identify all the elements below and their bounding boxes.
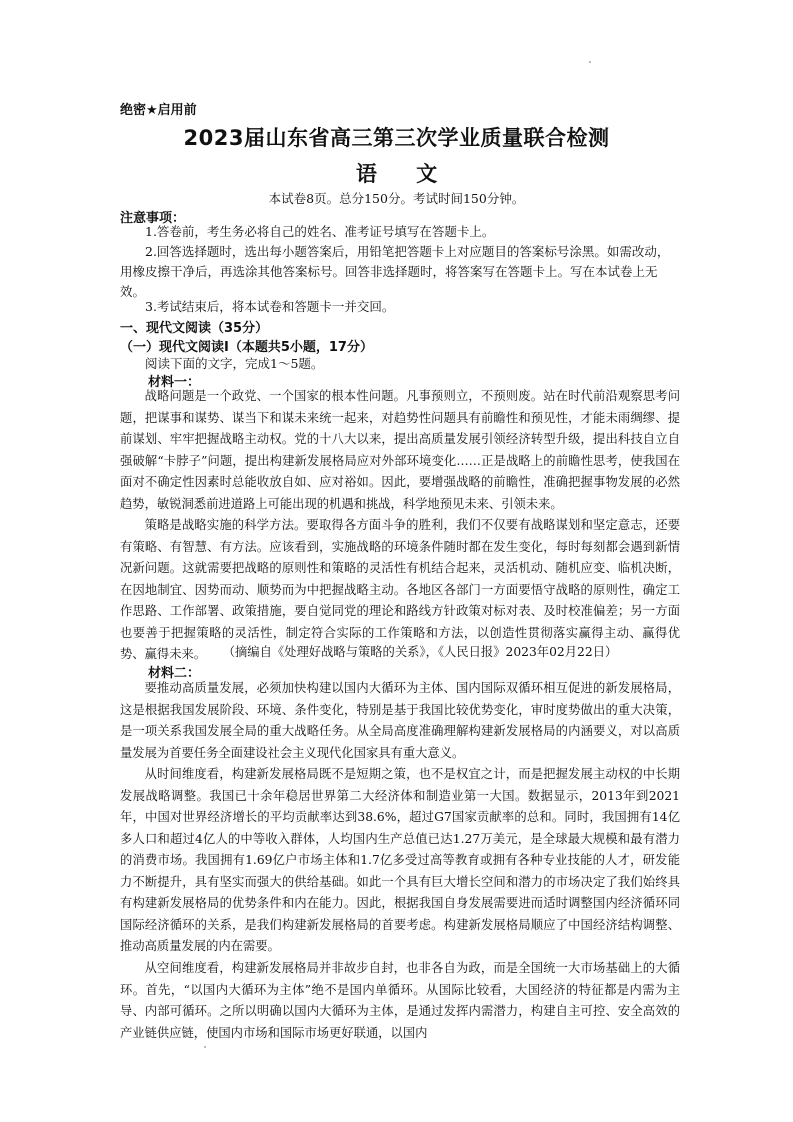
scan-speck bbox=[204, 1046, 206, 1048]
note-item-2: 2.回答选择题时，选出每小题答案后，用铅笔把答题卡上对应题目的答案标号涂黑。如需改动，用橡皮擦干净后，再选涂其他答案标号。回答非选择题时，将答案写在答题卡上。写在本试卷上无效。 bbox=[120, 244, 670, 299]
subsection-title: （一）现代文阅读Ⅰ（本题共5小题，17分） bbox=[120, 340, 373, 355]
note-item-3: 3.考试结束后，将本试卷和答题卡一并交回。 bbox=[145, 299, 395, 314]
material-1-paragraph: 策略是战略实施的科学方法。要取得各方面斗争的胜利，我们不仅要有战略谋划和坚定意志，还要有策略、有智慧、有方法。应该看到，实施战略的环境条件随时都在发生变化，每时每刻都会遇到新情况新问题。这就需要把战略的原则性和策略的灵活性有机结合起来，灵活机动、随机应变、临机决断，在因地制宜、因势而动、顺势而为中把握战略主动。各地区各部门一方面要悟守战略的原则性，确定工作思路、工作部署、政策措施，要自觉同党的理论和路线方针政策对标对表、及时校准偏差；另一方面也要善于把握策略的灵活性，制定符合实际的工作策略和方法，以创造性贯彻落实赢得主动、赢得优势、赢得未来。 bbox=[120, 518, 680, 661]
reading-instruction: 阅读下面的文字，完成1～5题。 bbox=[145, 356, 324, 371]
material-1-label: 材料一： bbox=[148, 375, 201, 390]
material-2-paragraph: 要推动高质量发展，必须加快构建以国内大循环为主体、国内国际双循环相互促进的新发展格局，这是根据我国发展阶段、环境、条件变化，特别是基于我国比较优势变化，审时度势做出的重大决策，是一项关系我国发展全局的重大战略任务。从全局高度准确理解构建新发展格局的内涵要义，对以高质量发展为首要任务全面建设社会主义现代化国家具有重大意义。 bbox=[120, 681, 680, 760]
material-2-paragraph: 从时间维度看，构建新发展格局既不是短期之策，也不是权宜之计，而是把握发展主动权的中长期发展战略调整。我国已十余年稳居世界第二大经济体和制造业第一大国。数据显示，2013年到2021年，中国对世界经济增长的平均贡献率达到38.6%，超过G7国家贡献率的总和。同时，我国拥有14亿多人口和超过4亿人的中等收入群体，人均国内生产总值已达1.27万美元，是全球最大规模和最有潜力的消费市场。我国拥有1.69亿户市场主体和1.7亿多受过高等教育或拥有各种专业技能的人才，研发能力不断提升，具有坚实而强大的供给基础。如此一个具有巨大增长空间和潜力的市场决定了我们始终具有构建新发展格局的优势条件和内在能力。因此，根据我国自身发展需要进而适时调整国内经济循环同国际经济循环的关系，是我们构建新发展格局的首要考虑。构建新发展格局顺应了中国经济结构调整、推动高质量发展的内在需要。 bbox=[120, 767, 680, 953]
exam-info: 本试卷8页。总分150分。考试时间150分钟。 bbox=[268, 191, 525, 206]
note-item-1: 1.答卷前，考生务必将自己的姓名、准考证号填写在答题卡上。 bbox=[145, 224, 495, 239]
confidential-mark: 绝密★启用前 bbox=[120, 103, 197, 118]
material-1-paragraph: 战略问题是一个政党、一个国家的根本性问题。凡事预则立，不预则废。站在时代前沿观察思考问题，把谋事和谋势、谋当下和谋未来统一起来，对趋势性问题具有前瞻性和预见性，才能未雨绸缪、提前谋划、牢牢把握战略主动权。党的十八大以来，提出高质量发展引领经济转型升级，提出科技自立自强破解“卡脖子”问题，提出构建新发展格局应对外部环境变化……正是战略上的前瞻性思考，使我国在面对不确定性因素时总能收放自如、应对裕如。因此，要增强战略的前瞻性，准确把握事物发展的必然趋势，敏锐洞悉前进道路上可能出现的机遇和挑战，科学地预见未来、引领未来。 bbox=[120, 389, 680, 511]
section-title: 一、现代文阅读（35分） bbox=[120, 321, 269, 336]
scan-speck bbox=[589, 61, 591, 63]
subject-title: 语 文 bbox=[355, 162, 454, 186]
notes-title: 注意事项： bbox=[120, 211, 186, 226]
exam-title: 2023届山东省高三第三次学业质量联合检测 bbox=[183, 126, 610, 150]
material-2-paragraph: 从空间维度看，构建新发展格局并非故步自封，也非各自为政，而是全国统一大市场基础上的大循环。首先，“以国内大循环为主体”绝不是国内单循环。从国际比较看，大国经济的特征都是内需为主导、内部可循环。之所以明确以国内大循环为主体，是通过发挥内需潜力，构建自主可控、安全高效的产业链供应链，使国内市场和国际市场更好联通，以国内 bbox=[120, 961, 680, 1040]
material-1-source: （摘编自《处理好战略与策略的关系》，《人民日报》2023年02月22日） bbox=[222, 645, 618, 659]
material-2-label: 材料二： bbox=[148, 666, 201, 681]
